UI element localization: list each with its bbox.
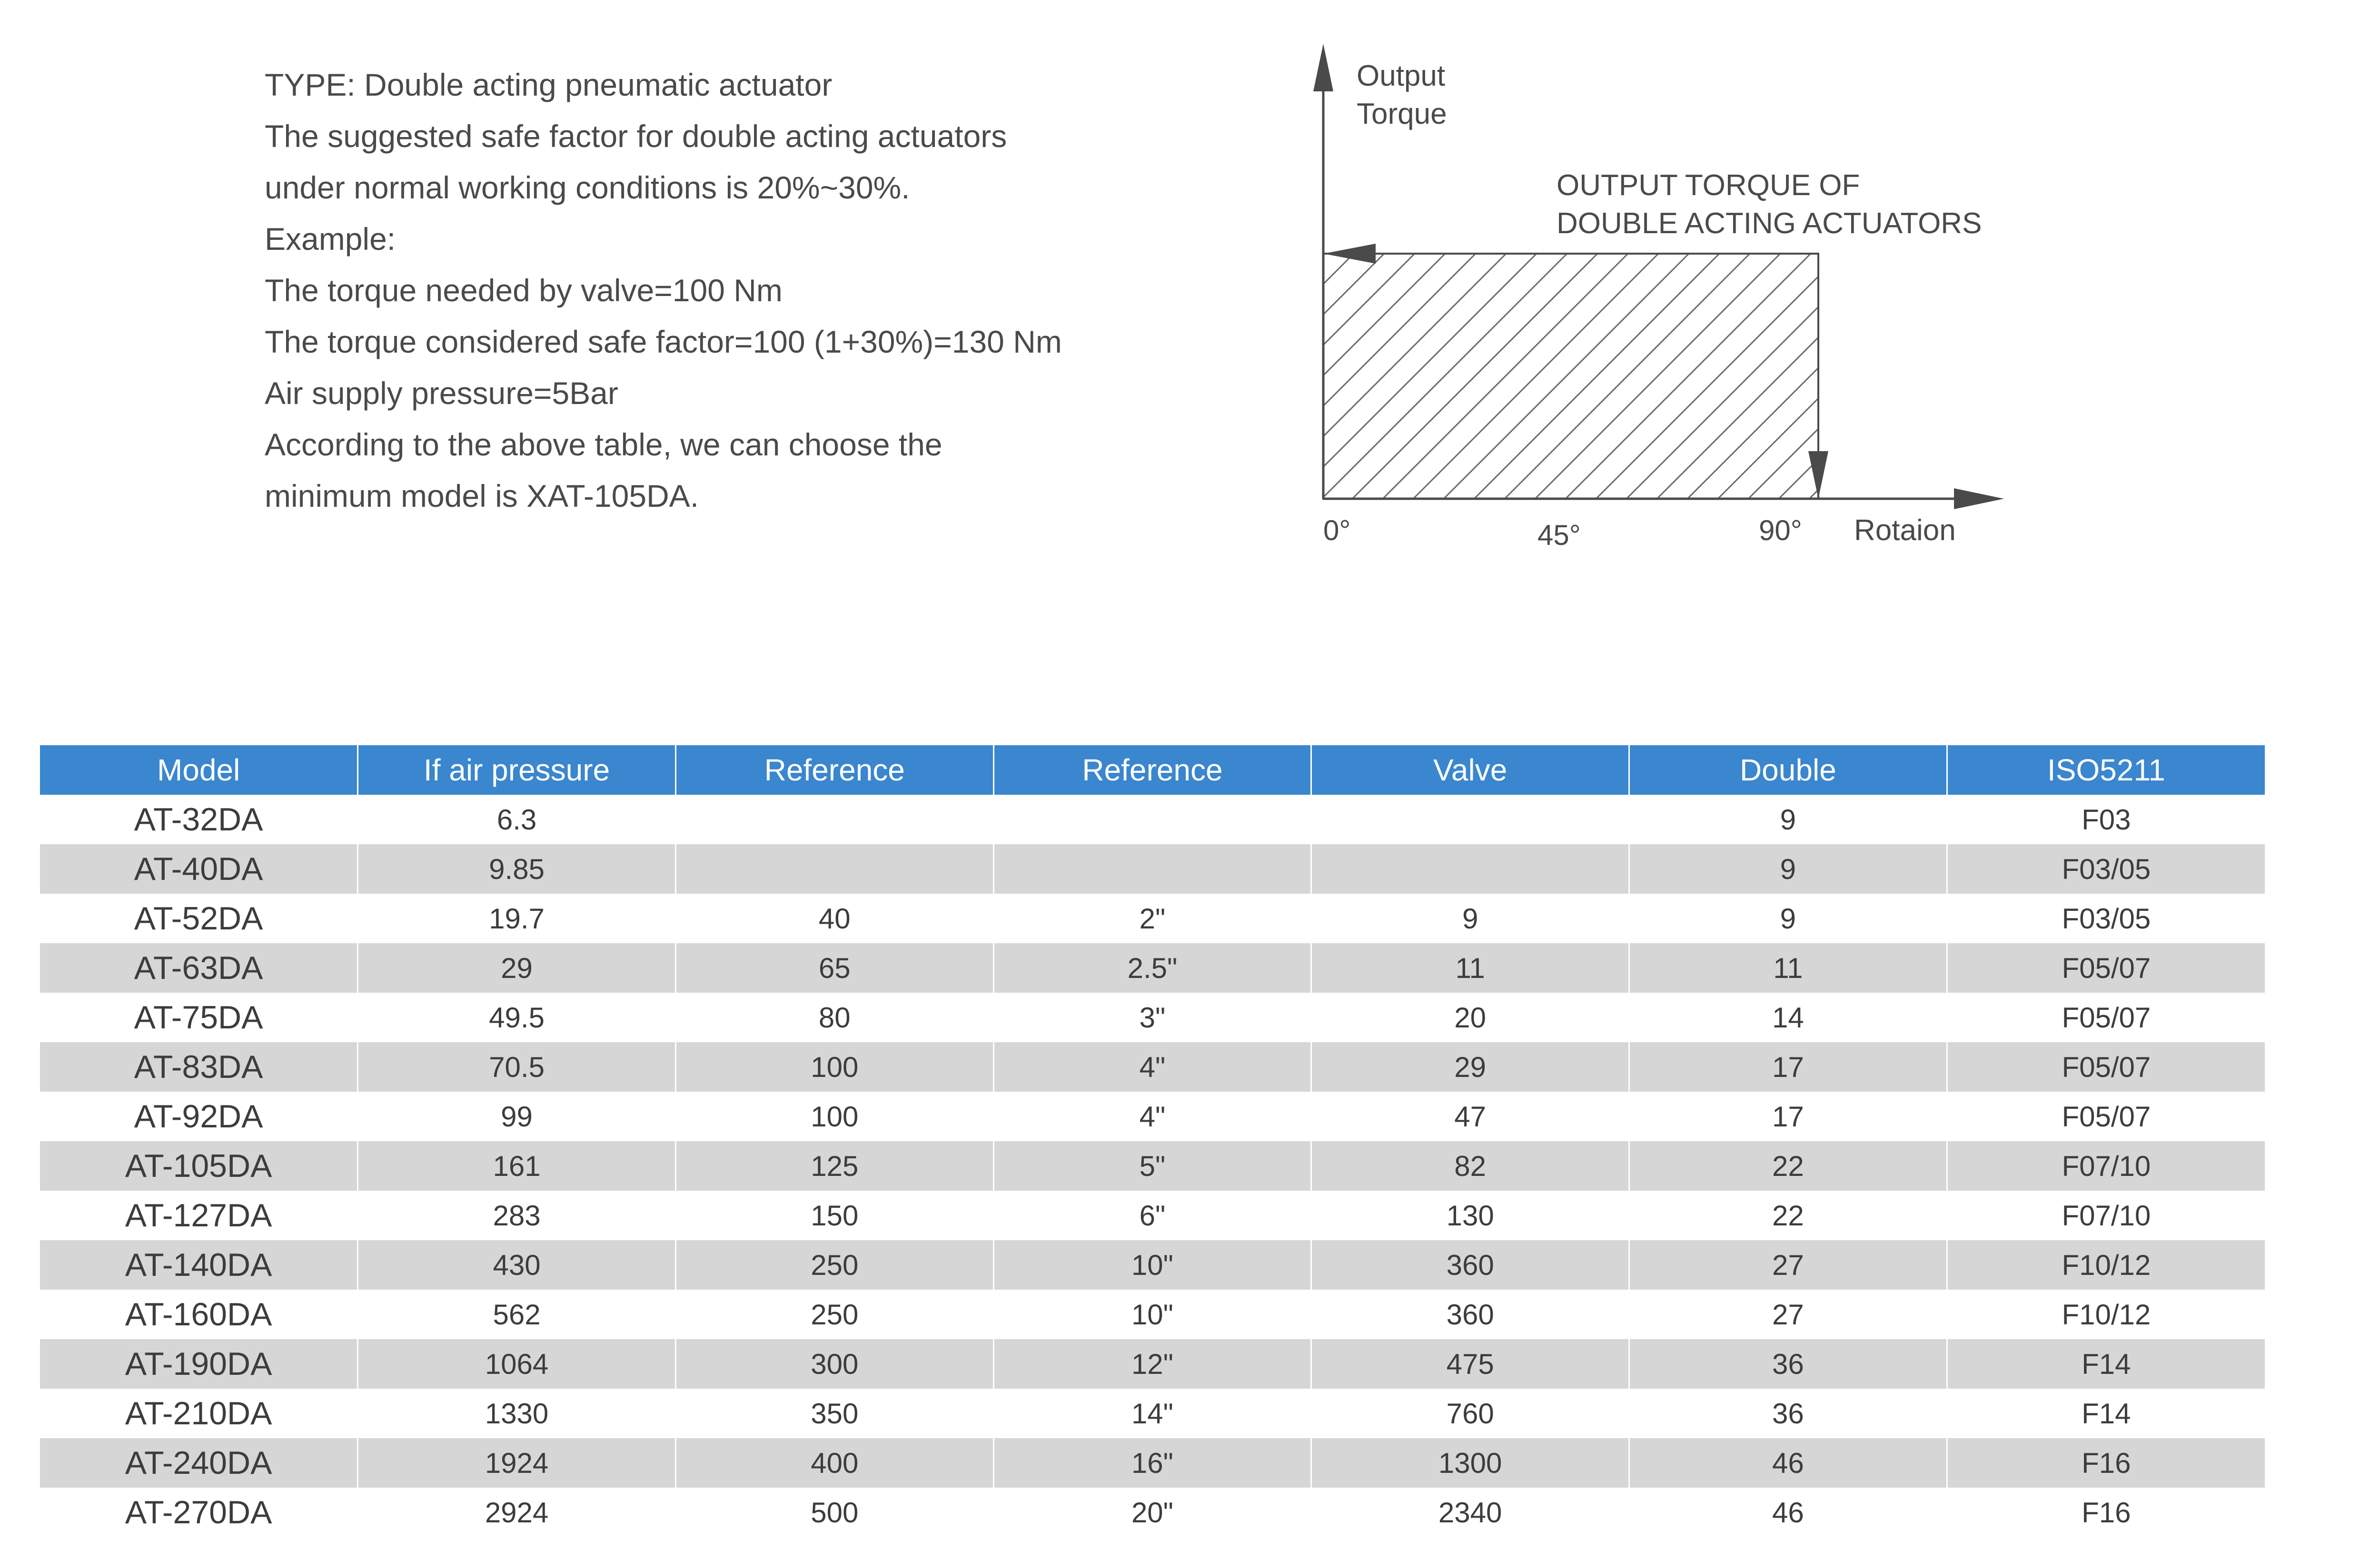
cell-air-pressure: 99 [358, 1092, 676, 1141]
intro-line-conclusion-1: According to the above table, we can choose the [265, 427, 942, 462]
cell-double: 9 [1629, 844, 1947, 894]
header-model: Model [40, 745, 358, 795]
torque-down-arrow [1808, 451, 1828, 499]
table-row [40, 1042, 2265, 1092]
table-row [40, 1339, 2265, 1389]
table-row [40, 1240, 2265, 1290]
cell-model: AT-240DA [40, 1438, 358, 1488]
cell-reference-1: 80 [675, 993, 993, 1042]
table-row [40, 844, 2265, 894]
cell-reference-2: 10" [993, 1290, 1311, 1339]
cell-reference-1: 250 [675, 1290, 993, 1339]
cell-iso5211: F10/12 [1947, 1240, 2265, 1290]
hatch-line [1322, 254, 1567, 499]
cell-valve: 20 [1311, 993, 1629, 1042]
torque-left-arrow [1323, 244, 1376, 264]
cell-air-pressure: 283 [358, 1191, 676, 1240]
cell-reference-2: 4" [993, 1042, 1311, 1092]
y-axis-label-output: Output [1357, 59, 1446, 92]
table-row [40, 1488, 2265, 1537]
cell-double: 46 [1629, 1488, 1947, 1537]
header-reference-2: Reference [993, 745, 1311, 795]
x-axis-arrow [1954, 488, 2004, 509]
cell-double: 9 [1629, 894, 1947, 943]
cell-reference-1: 100 [675, 1092, 993, 1141]
cell-valve: 82 [1311, 1141, 1629, 1191]
hatch-line [1285, 254, 1415, 499]
cell-double: 11 [1629, 943, 1947, 993]
cell-iso5211: F05/07 [1947, 1042, 2265, 1092]
cell-double: 17 [1629, 1042, 1947, 1092]
cell-iso5211: F03 [1947, 795, 2265, 844]
header-iso5211: ISO5211 [1947, 745, 2265, 795]
cell-model: AT-190DA [40, 1339, 358, 1389]
cell-double: 27 [1629, 1290, 1947, 1339]
header-valve: Valve [1311, 745, 1629, 795]
hatch-line [1809, 254, 2047, 499]
cell-double: 17 [1629, 1092, 1947, 1141]
cell-double: 36 [1629, 1389, 1947, 1438]
cell-model: AT-32DA [134, 801, 263, 838]
cell-reference-2 [993, 844, 1311, 894]
cell-air-pressure: 1924 [358, 1438, 676, 1488]
hatch-line [1285, 254, 1323, 499]
cell-model: AT-270DA [125, 1494, 272, 1530]
cell-valve: 1300 [1311, 1438, 1629, 1488]
cell-reference-1: 250 [675, 1240, 993, 1290]
cell-reference-1: 40 [675, 894, 993, 943]
cell-valve: 130 [1311, 1191, 1629, 1240]
table-row [40, 1141, 2265, 1191]
cell-valve: 11 [1311, 943, 1629, 993]
torque-diagram [1285, 38, 2047, 585]
cell-double: 27 [1629, 1240, 1947, 1290]
cell-reference-2: 20" [993, 1488, 1311, 1537]
header-reference-1: Reference [675, 745, 993, 795]
cell-model: AT-83DA [40, 1042, 358, 1092]
hatch-line [1718, 254, 1963, 499]
table-row [40, 1191, 2265, 1240]
cell-valve: 47 [1311, 1092, 1629, 1141]
hatch-line [1285, 254, 1476, 499]
hatch-line [1566, 254, 1811, 499]
cell-reference-1: 125 [675, 1141, 993, 1191]
cell-reference-1: 65 [675, 943, 993, 993]
cell-valve: 360 [1311, 1290, 1629, 1339]
cell-air-pressure: 29 [358, 943, 676, 993]
cell-iso5211: F14 [1947, 1389, 2265, 1438]
x-tick-0: 0° [1323, 514, 1351, 546]
cell-air-pressure: 1064 [358, 1339, 676, 1389]
table-row [40, 795, 2265, 844]
cell-air-pressure: 2924 [358, 1488, 676, 1537]
hatch-line [1626, 254, 1872, 499]
cell-reference-1: 100 [675, 1042, 993, 1092]
cell-model: AT-160DA [125, 1296, 272, 1332]
cell-reference-2: 16" [993, 1438, 1311, 1488]
intro-line-safe-factor: The suggested safe factor for double acting actuators [265, 118, 1007, 154]
table-body [40, 795, 2265, 1537]
cell-iso5211: F03/05 [1947, 844, 2265, 894]
hatch-line [1687, 254, 1933, 499]
cell-valve: 760 [1311, 1389, 1629, 1438]
cell-reference-2: 2" [993, 894, 1311, 943]
cell-model: AT-105DA [40, 1141, 358, 1191]
cell-valve: 2340 [1311, 1488, 1629, 1537]
table-row [40, 1438, 2265, 1488]
cell-reference-1: 300 [675, 1339, 993, 1389]
cell-valve: 475 [1311, 1339, 1629, 1389]
cell-double: 9 [1629, 795, 1947, 844]
cell-reference-1 [675, 844, 993, 894]
cell-air-pressure: 19.7 [358, 894, 676, 943]
cell-model: AT-40DA [40, 844, 358, 894]
intro-line-conditions: under normal working conditions is 20%~30%. [265, 170, 910, 205]
x-axis-label-rotation: Rotaion [1854, 514, 1956, 547]
table-row [40, 894, 2265, 943]
table-row [40, 993, 2265, 1042]
hatch-line [1840, 254, 2047, 499]
header-air-pressure: If air pressure [358, 745, 676, 795]
actuator-spec-table [40, 745, 2265, 1537]
cell-double: 22 [1629, 1141, 1947, 1191]
x-tick-90: 90° [1759, 514, 1802, 546]
intro-line-valve-torque: The torque needed by valve=100 Nm [265, 273, 783, 308]
hatch-line [1291, 254, 1537, 499]
cell-reference-1: 400 [675, 1438, 993, 1488]
cell-model: AT-52DA [134, 900, 263, 937]
hatch-line [1352, 254, 1597, 499]
cell-iso5211: F14 [1947, 1339, 2265, 1389]
cell-iso5211: F03/05 [1947, 894, 2265, 943]
cell-air-pressure: 9.85 [358, 844, 676, 894]
hatch-line [1657, 254, 1902, 499]
cell-model: AT-92DA [134, 1098, 263, 1135]
cell-reference-1: 350 [675, 1389, 993, 1438]
cell-iso5211: F05/07 [1947, 1092, 2265, 1141]
table-row [40, 1389, 2265, 1438]
cell-model: AT-140DA [40, 1240, 358, 1290]
hatch-line [1535, 254, 1780, 499]
header-double: Double [1629, 745, 1947, 795]
intro-line-example: Example: [265, 221, 396, 257]
intro-line-conclusion-2: minimum model is XAT-105DA. [265, 478, 699, 513]
cell-double: 36 [1629, 1339, 1947, 1389]
cell-reference-2: 10" [993, 1240, 1311, 1290]
y-axis-arrow [1313, 44, 1333, 91]
cell-reference-2: 4" [993, 1092, 1311, 1141]
hatch-line [1505, 254, 1750, 499]
cell-valve [1311, 795, 1629, 844]
cell-double: 22 [1629, 1191, 1947, 1240]
cell-reference-2: 5" [993, 1141, 1311, 1191]
cell-model: AT-63DA [40, 943, 358, 993]
cell-reference-1 [675, 795, 993, 844]
diagram-title-line-2: DOUBLE ACTING ACTUATORS [1557, 207, 1982, 240]
cell-iso5211: F16 [1947, 1488, 2265, 1537]
cell-iso5211: F07/10 [1947, 1141, 2265, 1191]
hatch-line [1383, 254, 1628, 499]
cell-air-pressure: 6.3 [358, 795, 676, 844]
cell-iso5211: F07/10 [1947, 1191, 2265, 1240]
intro-line-type: TYPE: Double acting pneumatic actuator [265, 67, 833, 102]
cell-reference-2: 3" [993, 993, 1311, 1042]
hatch-line [1596, 254, 1841, 499]
cell-air-pressure: 1330 [358, 1389, 676, 1438]
cell-model: AT-210DA [125, 1395, 272, 1431]
diagram-title-line-1: OUTPUT TORQUE OF [1557, 169, 1860, 202]
torque-area-hatch [1285, 254, 2047, 499]
hatch-line [1748, 254, 1993, 499]
cell-reference-2: 2.5" [993, 943, 1311, 993]
table-row [40, 1290, 2265, 1339]
cell-valve: 29 [1311, 1042, 1629, 1092]
hatch-line [1474, 254, 1719, 499]
cell-reference-2 [993, 795, 1311, 844]
cell-reference-2: 6" [993, 1191, 1311, 1240]
intro-text-block [265, 59, 1312, 522]
table-row [40, 943, 2265, 993]
intro-line-air-supply: Air supply pressure=5Bar [265, 375, 618, 411]
cell-iso5211: F05/07 [1947, 943, 2265, 993]
cell-iso5211: F05/07 [1947, 993, 2265, 1042]
intro-line-safe-torque: The torque considered safe factor=100 (1+30%)=130 Nm [265, 324, 1062, 359]
cell-air-pressure: 430 [358, 1240, 676, 1290]
hatch-line [1285, 254, 1445, 499]
hatch-line [1444, 254, 1689, 499]
cell-model: AT-75DA [134, 999, 263, 1036]
cell-iso5211: F16 [1947, 1438, 2265, 1488]
hatch-line [1285, 254, 1354, 499]
table-row [40, 1092, 2265, 1141]
cell-reference-1: 150 [675, 1191, 993, 1240]
cell-air-pressure: 70.5 [358, 1042, 676, 1092]
y-axis-label-torque: Torque [1357, 98, 1447, 130]
table-header-row [40, 745, 2265, 795]
hatch-line [1413, 254, 1658, 499]
cell-valve: 9 [1311, 894, 1629, 943]
cell-air-pressure: 49.5 [358, 993, 676, 1042]
cell-air-pressure: 562 [358, 1290, 676, 1339]
cell-reference-1: 500 [675, 1488, 993, 1537]
cell-reference-2: 12" [993, 1339, 1311, 1389]
cell-reference-2: 14" [993, 1389, 1311, 1438]
cell-valve: 360 [1311, 1240, 1629, 1290]
cell-double: 46 [1629, 1438, 1947, 1488]
cell-model: AT-127DA [125, 1197, 272, 1233]
cell-iso5211: F10/12 [1947, 1290, 2265, 1339]
cell-double: 14 [1629, 993, 1947, 1042]
hatch-line [1285, 254, 1384, 499]
cell-valve [1311, 844, 1629, 894]
hatch-line [1285, 254, 1506, 499]
cell-air-pressure: 161 [358, 1141, 676, 1191]
x-tick-45: 45° [1537, 519, 1581, 551]
